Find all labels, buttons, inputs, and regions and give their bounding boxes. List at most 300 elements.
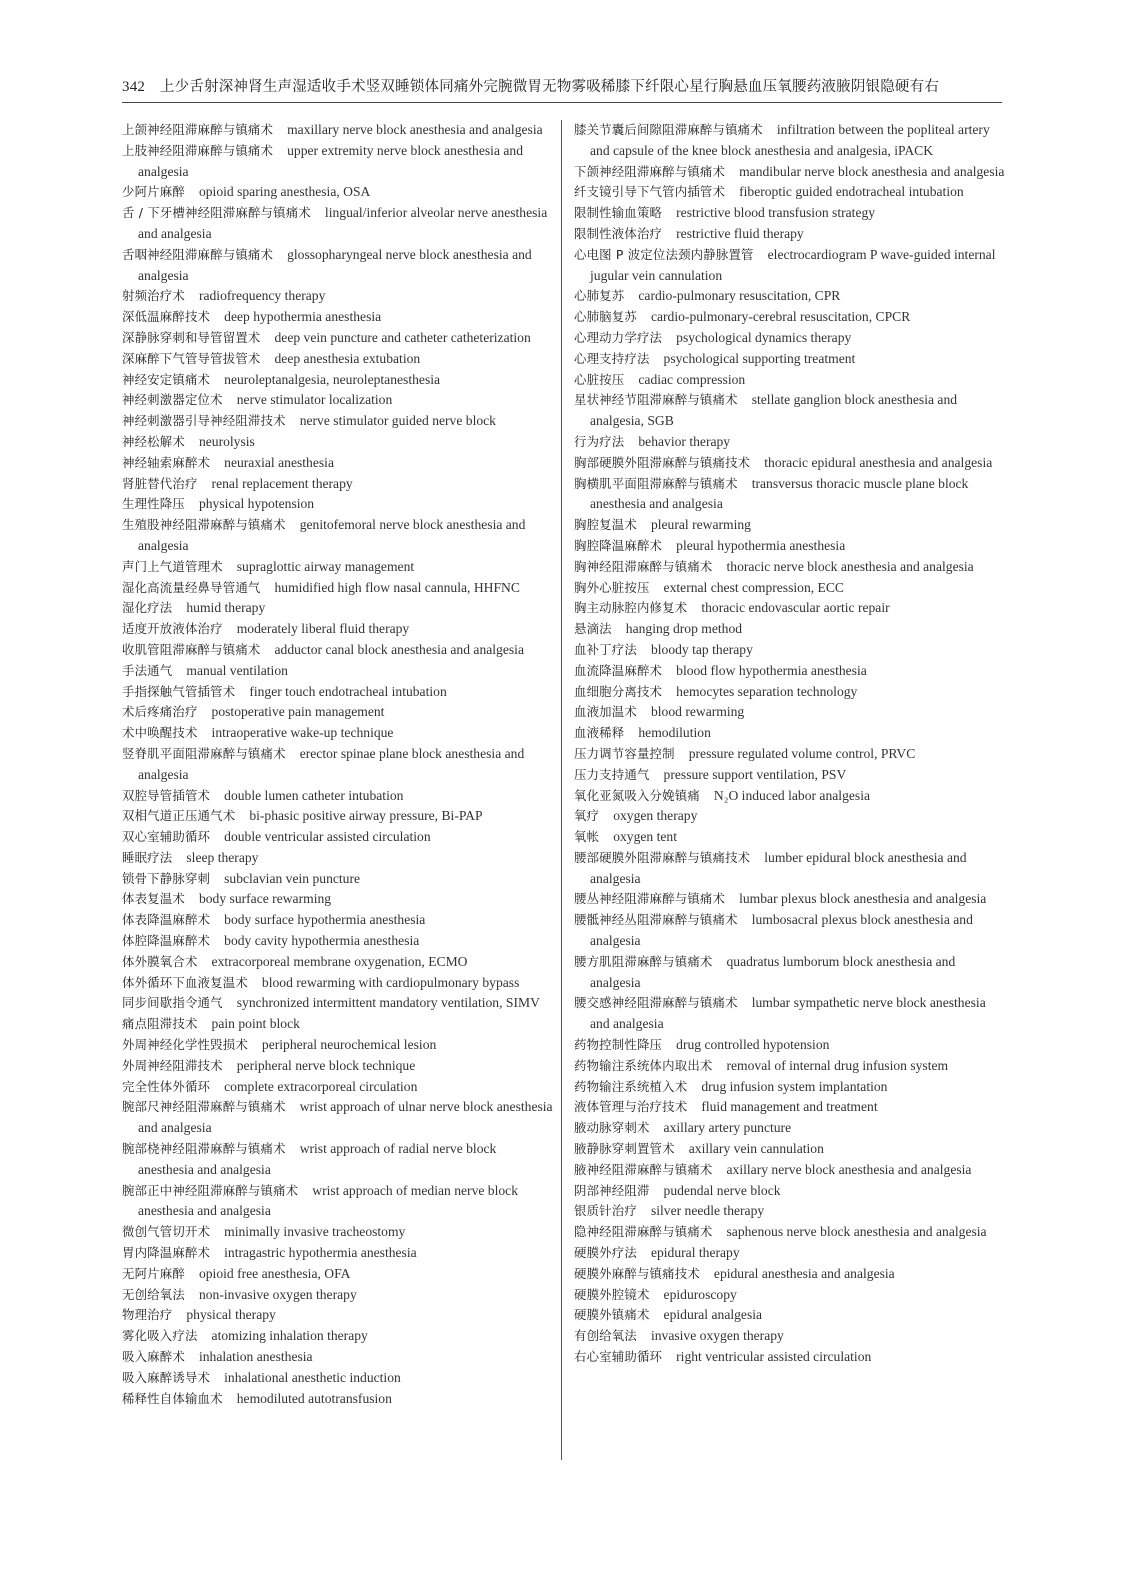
glossary-entry — [574, 640, 1006, 661]
glossary-entry — [122, 598, 554, 619]
glossary-entry — [122, 432, 554, 453]
term-english: cardio-pulmonary-cerebral resuscitation, CPCR — [650, 309, 911, 325]
term-english: nerve stimulator localization — [236, 392, 393, 408]
term-english: renal replacement therapy — [211, 475, 353, 491]
term-chinese: 血细胞分离技术 — [574, 683, 663, 699]
term-english: invasive oxygen therapy — [650, 1328, 784, 1344]
term-chinese: 腰交感神经阻滞麻醉与镇痛术 — [574, 995, 738, 1011]
term-english: thoracic nerve block anesthesia and analgesia — [726, 558, 974, 574]
term-chinese: 体外膜氧合术 — [122, 953, 198, 969]
running-header — [122, 76, 1002, 103]
term-english: thoracic endovascular aortic repair — [701, 600, 890, 616]
term-chinese: 阴部神经阻滞 — [574, 1182, 650, 1198]
glossary-entry — [574, 578, 1006, 599]
term-chinese: 竖脊肌平面阻滞麻醉与镇痛术 — [122, 745, 286, 761]
term-english: axillary nerve block anesthesia and analgesia — [726, 1161, 972, 1177]
glossary-entry — [122, 370, 554, 391]
term-chinese: 限制性液体治疗 — [574, 225, 663, 241]
term-chinese: 药物输注系统体内取出术 — [574, 1057, 713, 1073]
glossary-entry — [122, 931, 554, 952]
term-chinese: 腕部尺神经阻滞麻醉与镇痛术 — [122, 1099, 286, 1115]
term-chinese: 银质针治疗 — [574, 1203, 637, 1219]
term-english: neuraxial anesthesia — [224, 454, 334, 470]
term-english: maxillary nerve block anesthesia and analgesia — [287, 122, 543, 137]
term-chinese: 药物控制性降压 — [574, 1037, 663, 1053]
term-chinese: 氧帐 — [574, 829, 600, 845]
term-chinese: 心肺脑复苏 — [574, 309, 637, 325]
glossary-entry — [122, 973, 554, 994]
term-english: thoracic epidural anesthesia and analgesia — [764, 454, 993, 470]
term-english: non-invasive oxygen therapy — [198, 1286, 357, 1302]
term-chinese: 双腔导管插管术 — [122, 787, 211, 803]
page-number: 342 — [122, 79, 146, 95]
term-english: humidified high flow nasal cannula, HHFNC — [274, 579, 520, 595]
term-chinese: 手指探触气管插管术 — [122, 683, 236, 699]
glossary-entry — [122, 120, 554, 141]
term-english: inhalation anesthesia — [198, 1349, 313, 1365]
term-chinese: 悬滴法 — [574, 621, 612, 637]
glossary-entry — [122, 182, 554, 203]
term-english: axillary artery puncture — [663, 1120, 792, 1136]
term-chinese: 双相气道正压通气术 — [122, 808, 236, 824]
glossary-entry — [122, 1305, 554, 1326]
glossary-entry — [122, 1014, 554, 1035]
glossary-entry — [122, 349, 554, 370]
glossary-entry — [574, 1077, 1006, 1098]
term-english: infiltration between the popliteal artery and capsule of the knee block anesthesia and analgesia, iPACK — [590, 122, 990, 158]
glossary-entry — [574, 515, 1006, 536]
term-chinese: 血补丁疗法 — [574, 641, 637, 657]
term-english: pressure regulated volume control, PRVC — [688, 745, 916, 761]
term-english: lumbosacral plexus block anesthesia and analgesia — [590, 912, 973, 949]
term-chinese: 少阿片麻醉 — [122, 184, 185, 200]
glossary-entry — [574, 349, 1006, 370]
term-english: peripheral nerve block technique — [236, 1057, 416, 1073]
term-english: mandibular nerve block anesthesia and analgesia — [739, 163, 1005, 179]
term-english: axillary vein cannulation — [688, 1141, 824, 1157]
term-chinese: 硬膜外腔镜术 — [574, 1286, 650, 1302]
term-chinese: 腋神经阻滞麻醉与镇痛术 — [574, 1161, 713, 1177]
term-english: fiberoptic guided endotracheal intubation — [739, 184, 964, 200]
glossary-entry — [122, 1097, 554, 1139]
term-chinese: 神经轴索麻醉术 — [122, 454, 211, 470]
term-english: drug controlled hypotension — [676, 1037, 830, 1053]
glossary-entry — [574, 224, 1006, 245]
term-chinese: 硬膜外镇痛术 — [574, 1307, 650, 1323]
term-chinese: 深麻醉下气管导管拔管术 — [122, 350, 261, 366]
glossary-entry — [574, 162, 1006, 183]
term-english: epiduroscopy — [663, 1286, 737, 1302]
term-chinese: 胸横肌平面阻滞麻醉与镇痛术 — [574, 475, 738, 491]
term-english: double ventricular assisted circulation — [224, 829, 431, 845]
glossary-entry — [574, 1305, 1006, 1326]
term-chinese: 胸神经阻滞麻醉与镇痛术 — [574, 558, 713, 574]
glossary-entry — [122, 1056, 554, 1077]
term-chinese: 硬膜外麻醉与镇痛技术 — [574, 1265, 700, 1281]
term-chinese: 术中唤醒技术 — [122, 725, 198, 741]
term-chinese: 行为疗法 — [574, 433, 625, 449]
glossary-entry — [574, 328, 1006, 349]
term-chinese: 腋静脉穿刺置管术 — [574, 1141, 675, 1157]
glossary-entry — [574, 1160, 1006, 1181]
term-chinese: 物理治疗 — [122, 1307, 173, 1323]
glossary-entry — [574, 245, 1006, 287]
term-english: manual ventilation — [186, 662, 288, 678]
term-chinese: 腰方肌阻滞麻醉与镇痛术 — [574, 953, 713, 969]
term-english: physical hypotension — [198, 496, 315, 512]
glossary-entry — [122, 723, 554, 744]
term-chinese: 完全性体外循环 — [122, 1078, 211, 1094]
term-chinese: 湿化高流量经鼻导管通气 — [122, 579, 261, 595]
term-english: hanging drop method — [625, 621, 743, 637]
term-chinese: 氧化亚氮吸入分娩镇痛 — [574, 787, 700, 803]
term-english: supraglottic airway management — [236, 558, 415, 574]
term-chinese: 胸外心脏按压 — [574, 579, 650, 595]
term-english: oxygen tent — [613, 829, 677, 845]
term-english: restrictive fluid therapy — [676, 225, 804, 241]
term-chinese: 上肢神经阻滞麻醉与镇痛术 — [122, 142, 274, 158]
glossary-entry — [574, 765, 1006, 786]
term-english: blood rewarming — [650, 704, 745, 720]
term-english: epidural anesthesia and analgesia — [713, 1265, 895, 1281]
term-chinese: 微创气管切开术 — [122, 1224, 211, 1240]
glossary-entry — [574, 682, 1006, 703]
glossary-entry — [574, 910, 1006, 952]
term-chinese: 稀释性自体输血术 — [122, 1390, 223, 1406]
term-english: lingual/inferior alveolar nerve anesthesia and analgesia — [138, 205, 548, 241]
term-chinese: 限制性输血策略 — [574, 205, 663, 221]
glossary-entry — [122, 307, 554, 328]
glossary-entry — [122, 1181, 554, 1223]
glossary-entry — [122, 453, 554, 474]
term-chinese: 体表复温术 — [122, 891, 185, 907]
glossary-entry — [122, 619, 554, 640]
term-english: epidural therapy — [650, 1245, 740, 1261]
glossary-entry — [122, 952, 554, 973]
term-english: finger touch endotracheal intubation — [249, 683, 447, 699]
term-chinese: 心理动力学疗法 — [574, 329, 663, 345]
term-chinese: 右心室辅助循环 — [574, 1349, 663, 1365]
glossary-entry — [574, 598, 1006, 619]
term-english: silver needle therapy — [650, 1203, 765, 1219]
glossary-entry — [574, 1264, 1006, 1285]
term-chinese: 心肺复苏 — [574, 288, 625, 304]
term-english: sleep therapy — [186, 849, 259, 865]
term-english: lumbar plexus block anesthesia and analgesia — [739, 891, 987, 907]
term-english: blood flow hypothermia anesthesia — [676, 662, 867, 678]
term-english: wrist approach of median nerve block anesthesia and analgesia — [138, 1182, 518, 1219]
term-english: adductor canal block anesthesia and analgesia — [274, 641, 524, 657]
glossary-entry — [122, 682, 554, 703]
term-chinese: 纤支镜引导下气管内插管术 — [574, 184, 726, 200]
term-english: glossopharyngeal nerve block anesthesia and analgesia — [138, 246, 532, 283]
term-chinese: 雾化吸入疗法 — [122, 1328, 198, 1344]
term-english: pressure support ventilation, PSV — [663, 766, 847, 782]
glossary-entry — [122, 661, 554, 682]
glossary-entry — [574, 806, 1006, 827]
term-chinese: 神经刺激器引导神经阻滞技术 — [122, 413, 286, 429]
glossary-entry — [122, 411, 554, 432]
term-chinese: 射频治疗术 — [122, 288, 185, 304]
glossary-entry — [122, 390, 554, 411]
term-english: genitofemoral nerve block anesthesia and analgesia — [138, 517, 526, 553]
term-chinese: 双心室辅助循环 — [122, 829, 211, 845]
glossary-entry — [574, 1285, 1006, 1306]
term-chinese: 膝关节囊后间隙阻滞麻醉与镇痛术 — [574, 122, 763, 137]
term-english: pudendal nerve block — [663, 1182, 781, 1198]
term-chinese: 声门上气道管理术 — [122, 558, 223, 574]
term-english: pain point block — [211, 1016, 300, 1032]
term-chinese: 同步间歇指令通气 — [122, 995, 223, 1011]
term-chinese: 体外循环下血液复温术 — [122, 974, 248, 990]
term-english: neuroleptanalgesia, neuroleptanesthesia — [224, 371, 441, 387]
glossary-entry — [122, 1326, 554, 1347]
glossary-entry — [574, 1118, 1006, 1139]
term-english: N₂O induced labor analgesia — [713, 787, 871, 803]
term-chinese: 神经安定镇痛术 — [122, 371, 211, 387]
term-chinese: 收肌管阻滞麻醉与镇痛术 — [122, 641, 261, 657]
glossary-entry — [122, 848, 554, 869]
term-english: erector spinae plane block anesthesia and analgesia — [138, 745, 525, 782]
glossary-entry — [122, 910, 554, 931]
glossary-entry — [122, 744, 554, 786]
term-chinese: 腋动脉穿刺术 — [574, 1120, 650, 1136]
glossary-entry — [574, 702, 1006, 723]
term-english: inhalational anesthetic induction — [224, 1369, 401, 1385]
term-english: cardio-pulmonary resuscitation, CPR — [638, 288, 841, 304]
term-english: opioid sparing anesthesia, OSA — [198, 184, 371, 200]
glossary-entry — [122, 1222, 554, 1243]
glossary-entry — [574, 557, 1006, 578]
term-english: pleural rewarming — [650, 517, 751, 533]
term-english: restrictive blood transfusion strategy — [676, 205, 876, 221]
glossary-entry — [122, 1139, 554, 1181]
glossary-entry — [574, 120, 1006, 162]
glossary-entry — [122, 286, 554, 307]
term-chinese: 胃内降温麻醉术 — [122, 1245, 211, 1261]
term-english: lumbar sympathetic nerve block anesthesia and analgesia — [590, 995, 986, 1032]
term-chinese: 腰丛神经阻滞麻醉与镇痛术 — [574, 891, 726, 907]
term-english: transversus thoracic muscle plane block anesthesia and analgesia — [590, 475, 969, 512]
term-english: saphenous nerve block anesthesia and analgesia — [726, 1224, 987, 1240]
term-chinese: 腰部硬膜外阻滞麻醉与镇痛技术 — [574, 849, 751, 865]
term-english: intragastric hypothermia anesthesia — [224, 1245, 417, 1261]
glossary-entry — [574, 786, 1006, 807]
term-chinese: 液体管理与治疗技术 — [574, 1099, 688, 1115]
term-chinese: 压力支持通气 — [574, 766, 650, 782]
term-english: deep vein puncture and catheter catheterization — [274, 329, 531, 345]
glossary-entry — [574, 1201, 1006, 1222]
term-english: physical therapy — [186, 1307, 276, 1323]
glossary-entry — [122, 494, 554, 515]
glossary-entry — [574, 453, 1006, 474]
glossary-entry — [574, 474, 1006, 516]
term-chinese: 硬膜外疗法 — [574, 1245, 637, 1261]
term-chinese: 手法通气 — [122, 662, 173, 678]
term-english: complete extracorporeal circulation — [224, 1078, 418, 1094]
term-chinese: 隐神经阻滞麻醉与镇痛术 — [574, 1224, 713, 1240]
term-chinese: 心脏按压 — [574, 371, 625, 387]
glossary-entry — [574, 744, 1006, 765]
glossary-entry — [574, 723, 1006, 744]
left-column — [122, 120, 554, 1409]
term-chinese: 适度开放液体治疗 — [122, 621, 223, 637]
glossary-entry — [122, 245, 554, 287]
term-chinese: 外周神经化学性毁损术 — [122, 1037, 248, 1053]
term-english: pleural hypothermia anesthesia — [676, 537, 846, 553]
glossary-entry — [122, 474, 554, 495]
term-chinese: 无创给氧法 — [122, 1286, 185, 1302]
term-english: body cavity hypothermia anesthesia — [224, 933, 420, 949]
glossary-entry — [574, 432, 1006, 453]
term-chinese: 血液稀释 — [574, 725, 625, 741]
glossary-entry — [122, 889, 554, 910]
term-english: wrist approach of radial nerve block anesthesia and analgesia — [138, 1141, 497, 1177]
glossary-entry — [574, 536, 1006, 557]
glossary-entry — [574, 889, 1006, 910]
term-english: drug infusion system implantation — [701, 1078, 888, 1094]
term-english: extracorporeal membrane oxygenation, ECMO — [211, 953, 468, 969]
term-english: right ventricular assisted circulation — [676, 1349, 872, 1365]
term-chinese: 术后疼痛治疗 — [122, 704, 198, 720]
term-chinese: 药物输注系统植入术 — [574, 1078, 688, 1094]
term-english: opioid free anesthesia, OFA — [198, 1265, 351, 1281]
glossary-entry — [122, 640, 554, 661]
glossary-entry — [574, 952, 1006, 994]
glossary-entry — [122, 328, 554, 349]
term-chinese: 星状神经节阻滞麻醉与镇痛术 — [574, 392, 738, 408]
column-divider — [561, 120, 562, 1460]
glossary-entry — [122, 515, 554, 557]
term-english: bi-phasic positive airway pressure, Bi-PAP — [249, 808, 483, 824]
glossary-entry — [122, 786, 554, 807]
glossary-entry — [122, 1347, 554, 1368]
glossary-entry — [574, 1139, 1006, 1160]
glossary-entry — [574, 1035, 1006, 1056]
term-english: double lumen catheter intubation — [224, 787, 404, 803]
term-chinese: 心理支持疗法 — [574, 350, 650, 366]
glossary-entry — [574, 848, 1006, 890]
term-chinese: 有创给氧法 — [574, 1328, 637, 1344]
term-english: humid therapy — [186, 600, 266, 616]
term-english: radiofrequency therapy — [198, 288, 326, 304]
term-english: deep hypothermia anesthesia — [224, 309, 382, 325]
glossary-entry — [574, 370, 1006, 391]
glossary-entry — [574, 203, 1006, 224]
term-chinese: 胸腔复温术 — [574, 517, 637, 533]
term-chinese: 胸腔降温麻醉术 — [574, 537, 663, 553]
term-english: neurolysis — [198, 433, 255, 449]
term-english: upper extremity nerve block anesthesia and analgesia — [138, 142, 524, 179]
term-chinese: 湿化疗法 — [122, 600, 173, 616]
term-english: blood rewarming with cardiopulmonary bypass — [261, 974, 520, 990]
term-english: external chest compression, ECC — [663, 579, 844, 595]
term-chinese: 吸入麻醉术 — [122, 1349, 185, 1365]
glossary-entry — [574, 619, 1006, 640]
term-english: electrocardiogram P wave-guided internal jugular vein cannulation — [590, 246, 996, 283]
right-column — [574, 120, 1006, 1368]
term-chinese: 肾脏替代治疗 — [122, 475, 198, 491]
term-chinese: 体表降温麻醉术 — [122, 912, 211, 928]
glossary-entry — [122, 1077, 554, 1098]
term-chinese: 压力调节容量控制 — [574, 745, 675, 761]
term-chinese: 深静脉穿刺和导管留置术 — [122, 329, 261, 345]
term-english: behavior therapy — [638, 433, 731, 449]
term-chinese: 心电图 P 波定位法颈内静脉置管 — [574, 246, 754, 262]
glossary-entry — [122, 702, 554, 723]
glossary-entry — [122, 578, 554, 599]
glossary-entry — [122, 1264, 554, 1285]
term-chinese: 锁骨下静脉穿刺 — [122, 870, 211, 886]
term-chinese: 腕部正中神经阻滞麻醉与镇痛术 — [122, 1182, 299, 1198]
term-english: hemocytes separation technology — [676, 683, 858, 699]
term-chinese: 无阿片麻醉 — [122, 1265, 185, 1281]
term-english: body surface rewarming — [198, 891, 332, 907]
term-chinese: 腰骶神经丛阻滞麻醉与镇痛术 — [574, 912, 738, 928]
glossary-entry — [574, 1326, 1006, 1347]
glossary-entry — [574, 1097, 1006, 1118]
glossary-entry — [574, 1222, 1006, 1243]
glossary-entry — [122, 1035, 554, 1056]
glossary-entry — [574, 307, 1006, 328]
term-english: psychological supporting treatment — [663, 350, 856, 366]
term-english: oxygen therapy — [613, 808, 698, 824]
term-english: cadiac compression — [638, 371, 746, 387]
term-english: quadratus lumborum block anesthesia and analgesia — [590, 953, 956, 990]
term-english: psychological dynamics therapy — [676, 329, 852, 345]
term-english: atomizing inhalation therapy — [211, 1328, 368, 1344]
term-english: subclavian vein puncture — [224, 870, 361, 886]
term-english: hemodiluted autotransfusion — [236, 1390, 392, 1406]
glossary-entry — [122, 1285, 554, 1306]
glossary-entry — [574, 182, 1006, 203]
term-chinese: 舌 / 下牙槽神经阻滞麻醉与镇痛术 — [122, 205, 311, 221]
term-english: fluid management and treatment — [701, 1099, 878, 1115]
glossary-entry — [122, 557, 554, 578]
glossary-entry — [122, 203, 554, 245]
term-english: epidural analgesia — [663, 1307, 763, 1323]
term-chinese: 腕部桡神经阻滞麻醉与镇痛术 — [122, 1141, 286, 1157]
term-chinese: 吸入麻醉诱导术 — [122, 1369, 211, 1385]
term-english: intraoperative wake-up technique — [211, 725, 394, 741]
term-english: postoperative pain management — [211, 704, 385, 720]
term-english: bloody tap therapy — [650, 641, 753, 657]
glossary-entry — [122, 141, 554, 183]
term-chinese: 上颌神经阻滞麻醉与镇痛术 — [122, 122, 274, 137]
glossary-entry — [574, 390, 1006, 432]
term-chinese: 胸部硬膜外阻滞麻醉与镇痛技术 — [574, 454, 751, 470]
term-english: stellate ganglion block anesthesia and analgesia, SGB — [590, 392, 958, 429]
term-english: peripheral neurochemical lesion — [261, 1037, 437, 1053]
term-chinese: 神经刺激器定位术 — [122, 392, 223, 408]
term-english: deep anesthesia extubation — [274, 350, 421, 366]
term-english: minimally invasive tracheostomy — [224, 1224, 406, 1240]
term-chinese: 神经松解术 — [122, 433, 185, 449]
glossary-entry — [574, 1347, 1006, 1368]
term-chinese: 深低温麻醉技术 — [122, 309, 211, 325]
term-english: moderately liberal fluid therapy — [236, 621, 410, 637]
term-chinese: 痛点阻滞技术 — [122, 1016, 198, 1032]
term-chinese: 生殖股神经阻滞麻醉与镇痛术 — [122, 517, 286, 533]
term-chinese: 胸主动脉腔内修复术 — [574, 600, 688, 616]
glossary-entry — [122, 1389, 554, 1410]
glossary-entry — [122, 1368, 554, 1389]
term-chinese: 生理性降压 — [122, 496, 185, 512]
term-english: body surface hypothermia anesthesia — [224, 912, 426, 928]
glossary-entry — [122, 993, 554, 1014]
glossary-entry — [122, 1243, 554, 1264]
header-title: 上少舌射深神肾生声湿适收手术竖双睡锁体同痛外完腕微胃无物雾吸稀膝下纤限心星行胸悬血压氧腰药液腋阴银隐硬有右 — [159, 79, 940, 95]
